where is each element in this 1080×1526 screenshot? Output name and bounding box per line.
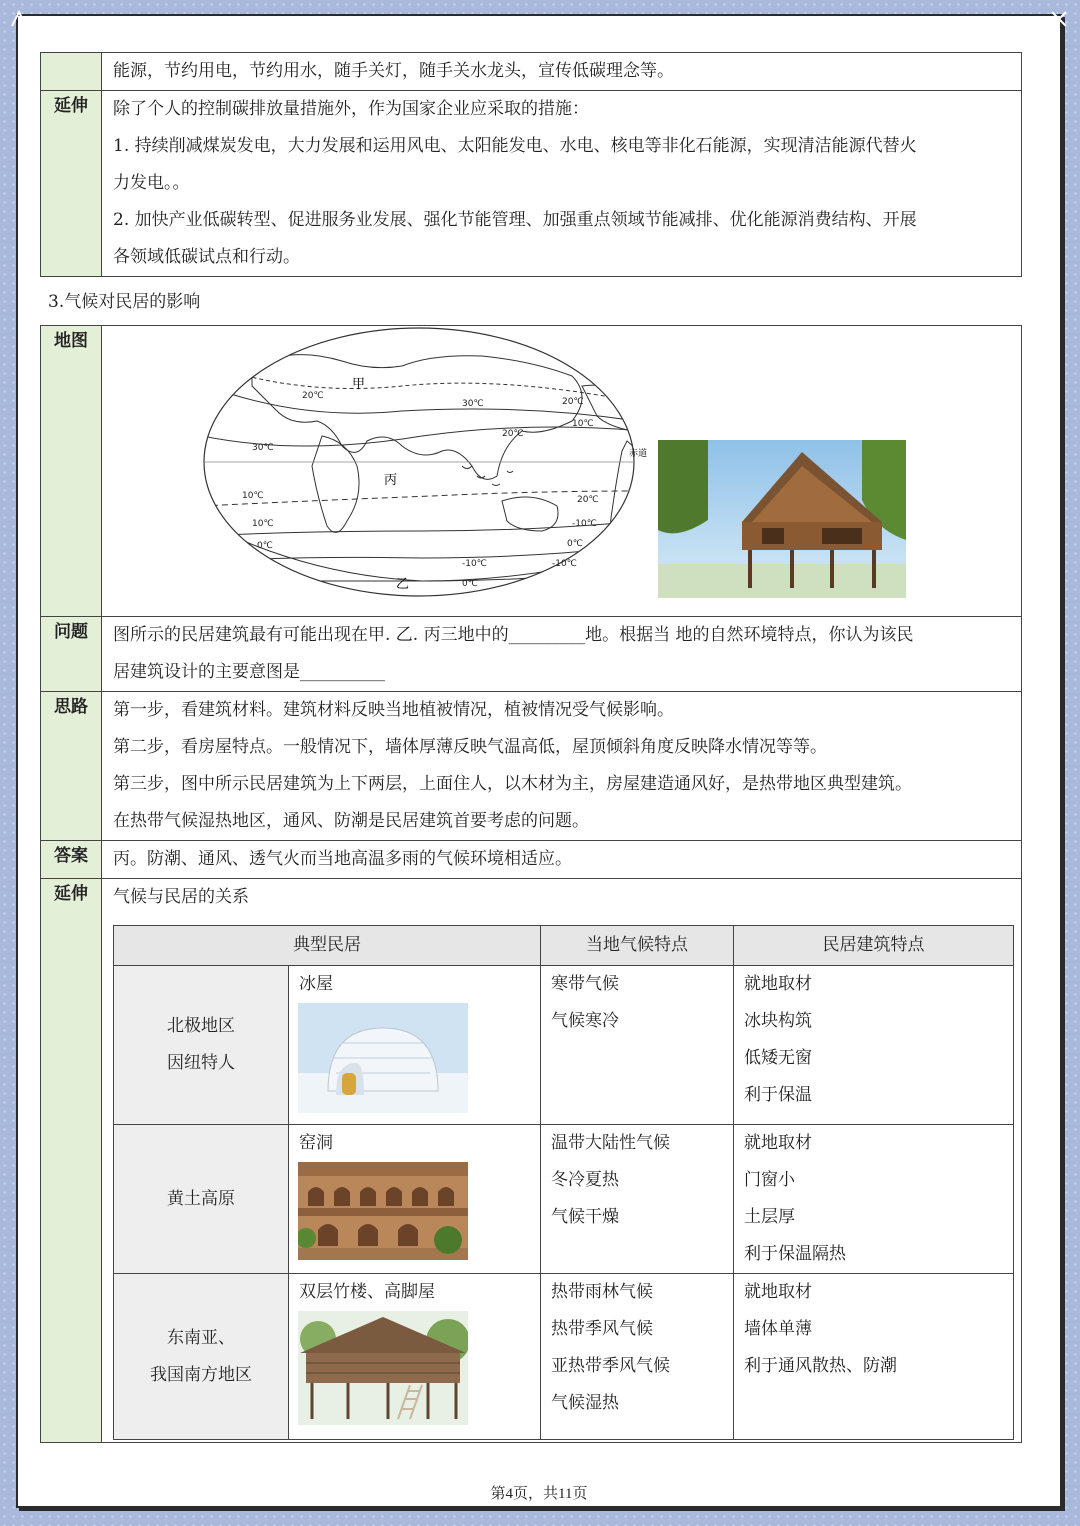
table-row — [41, 617, 1022, 692]
row-label: 思路 — [41, 692, 102, 841]
table-row: 北极地区 因纽特人 冰屋 寒带气候 气候寒冷 就地取材 冰块构筑 低矮无窗 利于保温 — [114, 966, 1014, 1125]
map-label-yi: 乙 — [396, 577, 410, 592]
isotherm-label: -10℃ — [572, 519, 597, 529]
isotherm-label: 20℃ — [577, 495, 599, 505]
corner-ornament-icon — [1050, 10, 1068, 28]
table-row — [41, 879, 1022, 1443]
region-cell: 东南亚、 我国南方地区 — [114, 1274, 289, 1440]
map-label-jia: 甲 — [352, 377, 366, 392]
column-header: 典型民居 — [114, 926, 541, 966]
extension-title: 气候与民居的关系 — [113, 887, 249, 907]
page-number: 第4页，共11页 — [490, 1486, 588, 1502]
table-row — [41, 692, 1022, 841]
table-row: 东南亚、 我国南方地区 双层竹楼、高脚屋 热带雨林气候 热带季风气候 亚热带季风气候 气候湿热 就地取材 墙体单薄 利于通风散热、防潮 — [114, 1274, 1014, 1440]
bamboo-house-photo — [298, 1311, 468, 1425]
isotherm-label: 0℃ — [257, 541, 273, 551]
table-row — [41, 326, 1022, 617]
corner-ornament-icon — [10, 10, 28, 28]
thinking-text: 第一步，看建筑材料。建筑材料反映当地植被情况，植被情况受气候影响。 第二步，看房屋特点。一般情况下，墙体厚薄反映气温高低，屋顶倾斜角度反映降水情况等等。 第三步，图中所示民居建筑为上下两层，上面住人，以木材为主，房屋建造通风好，是热带地区典型建筑。 在热带气候湿热地区，通风、防潮是民居建筑首要考虑的问题。 — [113, 700, 912, 831]
region-cell: 北极地区 因纽特人 — [114, 966, 289, 1125]
extension-text: 除了个人的控制碳排放量措施外，作为国家企业应采取的措施： 1. 持续削减煤炭发电，大力发展和运用风电、太阳能发电、水电、核电等非化石能源，实现清洁能源代替火 力发电。。 2. 加快产业低碳转型、促进服务业发展、强化节能管理、加强重点领域节能减排、优化能源消费结构、开展 各领域低碳试点和行动。 — [113, 99, 917, 267]
isotherm-label: -10℃ — [462, 559, 487, 569]
map-label-equator: 赤道 — [629, 449, 648, 459]
isotherm-label: 10℃ — [242, 491, 264, 501]
table-row — [41, 53, 1022, 91]
column-header: 当地气候特点 — [541, 926, 734, 966]
igloo-photo — [298, 1003, 468, 1113]
table-row: 黄土高原 窑洞 温带大陆性气候 冬冷夏热 气候干燥 就地取材 门窗小 土层厚 利于保温隔热 — [114, 1125, 1014, 1274]
isotherm-label: -10℃ — [552, 559, 577, 569]
energy-saving-text: 能源，节约用电，节约用水，随手关灯，随手关水龙头，宣传低碳理念等。 — [113, 61, 674, 81]
section-title: 3.气候对民居的影响 — [48, 292, 201, 312]
table-row — [41, 841, 1022, 879]
house-name: 窑洞 — [299, 1133, 333, 1153]
question-text: 图所示的民居建筑最有可能出现在甲. 乙. 丙三地中的_________地。根据当 地的自然环境特点，你认为该民 居建筑设计的主要意图是__________ — [113, 625, 914, 682]
isotherm-label: 10℃ — [572, 419, 594, 429]
housing-relation-table — [113, 925, 1014, 1440]
isotherm-label: 0℃ — [567, 539, 583, 549]
map-label-bing: 丙 — [384, 473, 398, 488]
climate-housing-table — [40, 325, 1022, 1443]
row-label: 问题 — [41, 617, 102, 692]
content-sheet — [40, 52, 1022, 1443]
isotherm-label: 0℃ — [462, 579, 478, 589]
top-table — [40, 52, 1022, 277]
region-cell: 黄土高原 — [114, 1125, 289, 1274]
answer-text: 丙。防潮、通风、透气火而当地高温多雨的气候环境相适应。 — [113, 849, 572, 869]
house-name: 双层竹楼、高脚屋 — [299, 1282, 435, 1302]
cave-dwelling-photo — [298, 1162, 468, 1260]
row-label: 延伸 — [41, 879, 102, 1443]
isotherm-label: 20℃ — [562, 397, 584, 407]
row-label: 地图 — [41, 326, 102, 617]
isotherm-label: 30℃ — [252, 443, 274, 453]
row-label: 延伸 — [41, 91, 102, 277]
column-header: 民居建筑特点 — [734, 926, 1014, 966]
document-page — [18, 16, 1060, 1506]
isotherm-label: 20℃ — [502, 429, 524, 439]
stilt-house-photo — [658, 440, 906, 598]
house-name: 冰屋 — [299, 974, 333, 994]
row-label: 答案 — [41, 841, 102, 879]
isotherm-label: 30℃ — [462, 399, 484, 409]
table-row — [41, 91, 1022, 277]
table-header-row — [114, 926, 1014, 966]
isotherm-label: 10℃ — [252, 519, 274, 529]
world-isotherm-map — [102, 326, 1022, 616]
isotherm-label: 20℃ — [302, 391, 324, 401]
